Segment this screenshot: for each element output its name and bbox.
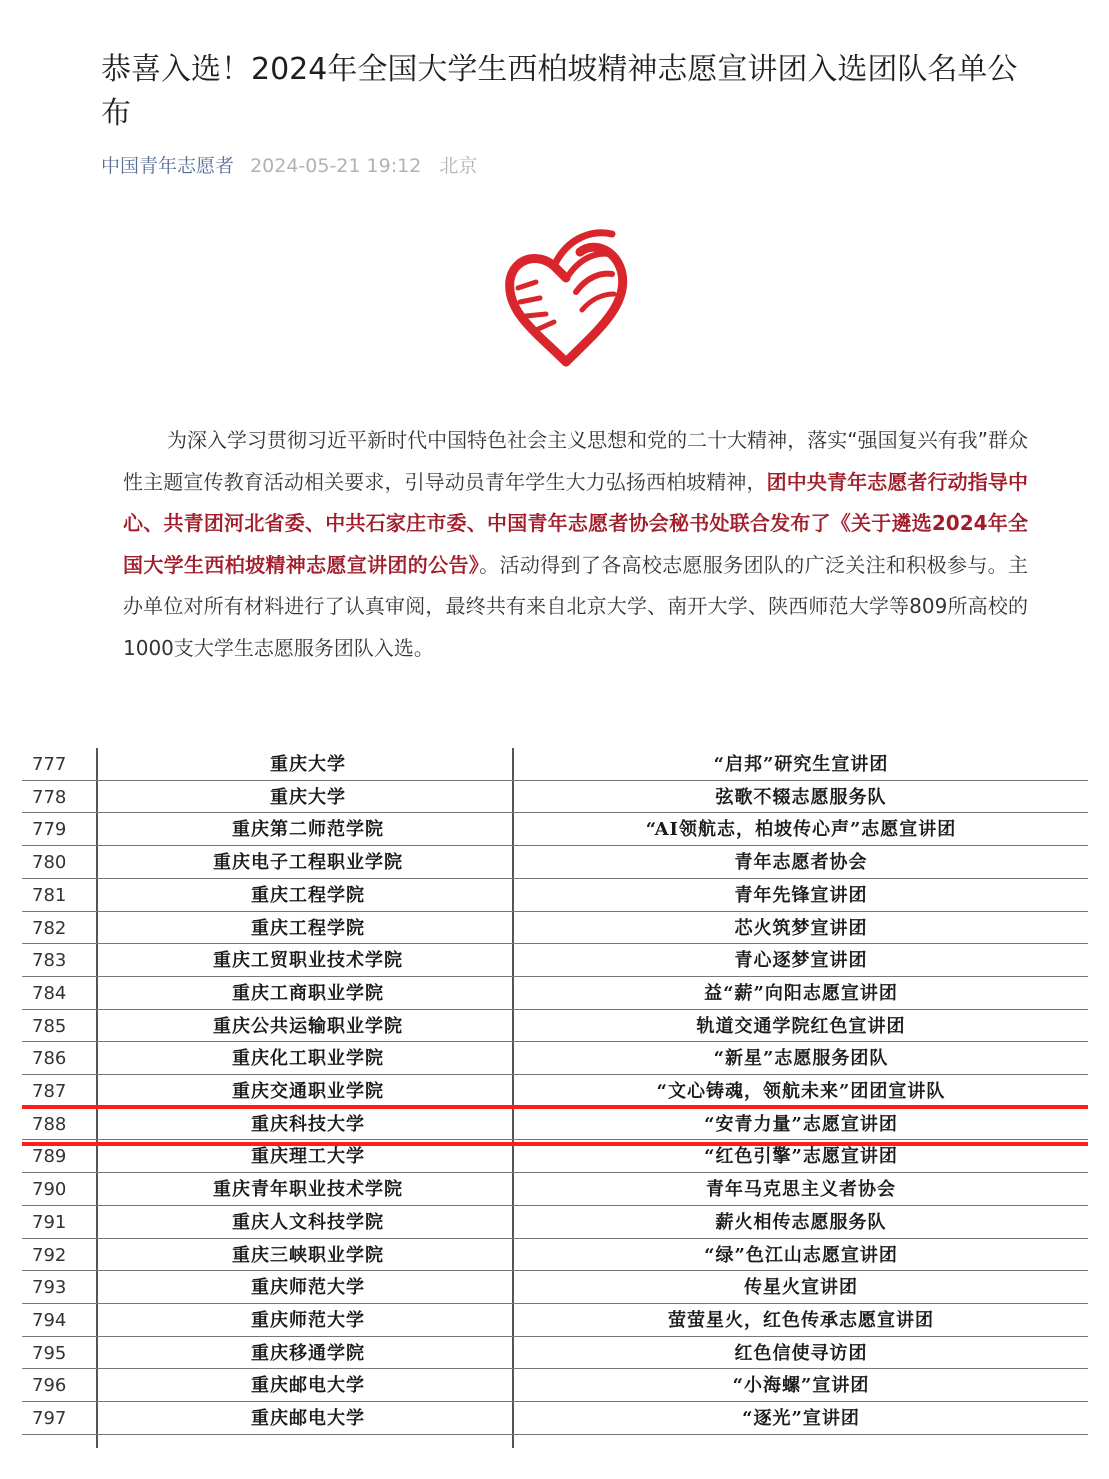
paragraph-text-1: 为深入学习贯彻习近平新时代中国特色社会主义思想和党的二十大精神，落实“强国复兴有我”群众性主题宣传教育活动相关要求，引导动员青年学生大力弘扬西柏坡精神， bbox=[123, 428, 1028, 494]
table-row bbox=[22, 1271, 1088, 1304]
table-row bbox=[22, 748, 1088, 781]
table-row bbox=[22, 1042, 1088, 1075]
table-row bbox=[22, 1337, 1088, 1370]
table-cell-team: “逐光”宣讲团 bbox=[742, 1408, 860, 1429]
table-cell-school: 重庆人文科技学院 bbox=[232, 1211, 384, 1233]
table-cell-school: 重庆移通学院 bbox=[251, 1342, 365, 1364]
table-cell-num: 789 bbox=[32, 1146, 67, 1168]
table-cell-team: 青心逐梦宣讲团 bbox=[734, 950, 868, 972]
table-cell-school: 重庆大学 bbox=[270, 786, 346, 808]
table-cell-school: 重庆公共运输职业学院 bbox=[213, 1015, 403, 1037]
table-cell-num: 787 bbox=[32, 1081, 67, 1102]
table-cell-num: 783 bbox=[32, 950, 67, 972]
table-row bbox=[22, 912, 1088, 945]
table-cell-team: 传星火宣讲团 bbox=[744, 1277, 858, 1299]
table-row bbox=[22, 1173, 1088, 1206]
table-cell-num: 797 bbox=[32, 1408, 67, 1429]
table-row bbox=[22, 1369, 1088, 1402]
table-row bbox=[22, 977, 1088, 1010]
table-row bbox=[22, 879, 1088, 912]
table-cell-school: 重庆三峡职业学院 bbox=[232, 1244, 384, 1266]
table-cell-team: 青年志愿者协会 bbox=[734, 852, 868, 874]
table-cell-team: 萤萤星火，红色传承志愿宣讲团 bbox=[668, 1309, 934, 1331]
article-meta bbox=[101, 152, 477, 180]
table-cell-school: 重庆工程学院 bbox=[251, 917, 365, 939]
table-cell-num: 784 bbox=[32, 982, 67, 1004]
table-cell-num: 788 bbox=[32, 1113, 67, 1135]
article-paragraph bbox=[123, 420, 1028, 669]
table-cell-team: 益“薪”向阳志愿宣讲团 bbox=[704, 982, 898, 1004]
team-list-table-image bbox=[22, 748, 1090, 1448]
table-cell-team: 红色信使寻访团 bbox=[734, 1342, 868, 1364]
table-cell-team: 青年马克思主义者协会 bbox=[706, 1179, 896, 1201]
table-cell-num: 780 bbox=[32, 852, 67, 874]
table-cell-team: 轨道交通学院红色宣讲团 bbox=[696, 1015, 906, 1037]
table-cell-school: 重庆第二师范学院 bbox=[232, 819, 384, 841]
table-cell-school: 重庆大学 bbox=[270, 754, 346, 775]
table-cell-team: “安青力量”志愿宣讲团 bbox=[704, 1113, 898, 1135]
table-cell-num: 781 bbox=[32, 884, 67, 906]
table-cell-school: 重庆理工大学 bbox=[251, 1146, 365, 1168]
table-row bbox=[22, 1075, 1088, 1108]
red-highlight-line bbox=[22, 1105, 1088, 1109]
table-cell-team: “新星”志愿服务团队 bbox=[713, 1048, 889, 1070]
table-cell-team: “启邦”研究生宣讲团 bbox=[713, 754, 889, 775]
table-cell-team: 青年先锋宣讲团 bbox=[734, 884, 868, 906]
table-cell-num: 791 bbox=[32, 1211, 67, 1233]
table-cell-school: 重庆邮电大学 bbox=[251, 1408, 365, 1429]
table-cell-team: “红色引擎”志愿宣讲团 bbox=[704, 1146, 898, 1168]
table-cell-school: 重庆师范大学 bbox=[251, 1309, 365, 1331]
publish-time: 2024-05-21 19:12 bbox=[250, 155, 422, 177]
table-row bbox=[22, 781, 1088, 814]
table-cell-num: 792 bbox=[32, 1244, 67, 1266]
table-cell-school: 重庆化工职业学院 bbox=[232, 1048, 384, 1070]
table-cell-team: “AI领航志，柏坡传心声”志愿宣讲团 bbox=[645, 819, 957, 841]
table-row bbox=[22, 1206, 1088, 1239]
table-cell-team: 芯火筑梦宣讲团 bbox=[734, 917, 868, 939]
table-cell-num: 779 bbox=[32, 819, 67, 841]
paragraph-highlight: 团中央青年志愿者行动指导中心、共青团河北省委、中共石家庄市委、中国青年志愿者协会秘书处联合发布了《关于遴选2024年全国大学生西柏坡精神志愿宣讲团的公告》 bbox=[123, 469, 1029, 577]
volunteer-heart-logo-icon bbox=[496, 222, 636, 372]
table-cell-team: 薪火相传志愿服务队 bbox=[715, 1211, 887, 1233]
table-cell-school: 重庆工贸职业技术学院 bbox=[213, 950, 403, 972]
table-row bbox=[22, 1304, 1088, 1337]
table-row-divider bbox=[22, 1434, 1088, 1435]
table-cell-school: 重庆工商职业学院 bbox=[232, 982, 384, 1004]
table-cell-num: 796 bbox=[32, 1375, 67, 1397]
article-title: 恭喜入选！2024年全国大学生西柏坡精神志愿宣讲团入选团队名单公布 bbox=[101, 52, 1018, 131]
table-cell-num: 785 bbox=[32, 1015, 67, 1037]
table-cell-team: “文心铸魂，领航未来”团团宣讲队 bbox=[656, 1081, 946, 1102]
paragraph-text-2: 。活动得到了各高校志愿服务团队的广泛关注和积极参与。主办单位对所有材料进行了认真审阅，最终共有来自北京大学、南开大学、陕西师范大学等809所高校的1000支大学生志愿服务团队入选。 bbox=[123, 552, 1029, 660]
table-row bbox=[22, 813, 1088, 846]
table-cell-num: 794 bbox=[32, 1309, 67, 1331]
table-cell-num: 793 bbox=[32, 1277, 67, 1299]
table-cell-num: 777 bbox=[32, 754, 67, 775]
table-cell-school: 重庆科技大学 bbox=[251, 1113, 365, 1135]
table-row bbox=[22, 1010, 1088, 1043]
table-row bbox=[22, 846, 1088, 879]
table-cell-school: 重庆邮电大学 bbox=[251, 1375, 365, 1397]
table-cell-school: 重庆交通职业学院 bbox=[232, 1081, 384, 1102]
table-cell-school: 重庆青年职业技术学院 bbox=[213, 1179, 403, 1201]
table-cell-school: 重庆工程学院 bbox=[251, 884, 365, 906]
table-cell-school: 重庆电子工程职业学院 bbox=[213, 852, 403, 874]
publish-location: 北京 bbox=[439, 155, 478, 177]
table-cell-num: 790 bbox=[32, 1179, 67, 1201]
author-link[interactable]: 中国青年志愿者 bbox=[101, 155, 235, 177]
table-row bbox=[22, 944, 1088, 977]
table-row bbox=[22, 1239, 1088, 1272]
table-cell-school: 重庆师范大学 bbox=[251, 1277, 365, 1299]
table-cell-num: 795 bbox=[32, 1342, 67, 1364]
table-cell-num: 778 bbox=[32, 786, 67, 808]
table-cell-num: 786 bbox=[32, 1048, 67, 1070]
table-row bbox=[22, 1108, 1088, 1141]
red-highlight-line bbox=[22, 1142, 1088, 1146]
table-cell-team: 弦歌不辍志愿服务队 bbox=[715, 786, 887, 808]
table-row bbox=[22, 1402, 1088, 1435]
table-cell-team: “小海螺”宣讲团 bbox=[732, 1375, 870, 1397]
table-cell-num: 782 bbox=[32, 917, 67, 939]
table-cell-team: “绿”色江山志愿宣讲团 bbox=[704, 1244, 898, 1266]
